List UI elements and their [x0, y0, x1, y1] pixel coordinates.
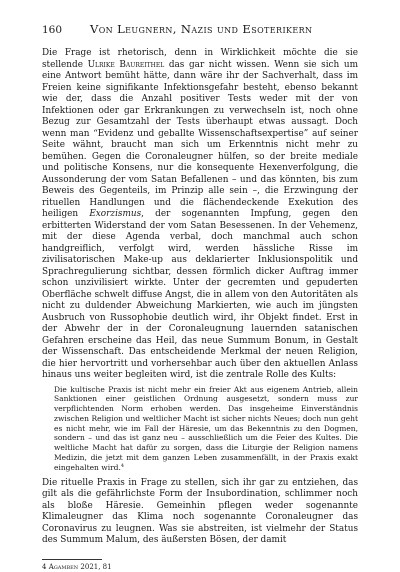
- footnote-divider: [42, 559, 102, 560]
- block-quote-text: Die kultische Praxis ist nicht mehr ein freier Akt aus eigenem Antrieb, allein Sanktionen einer geistlichen Ordnung ausgesetzt, sondern muss zur verpflichtenden Norm erhoben werden. Das insgeheime Einverständnis zwischen Religion und weltlicher Macht ist sicher nichts Neues; doch nun geht es nicht mehr, wie im Fall der Häresie, um das Bekenntnis zu den Dogmen, sondern – und das ist ganz neu – ausschließlich um die Feier des Kultes. Die weltliche Macht hat dafür zu sorgen, dass die Liturgie der Religion namens Medizin, die jetzt mit dem ganzen Leben zusammenfällt, in der Praxis exakt eingehalten wird.: [54, 384, 358, 472]
- paragraph-1-text-b: das gar nicht wissen. Wenn sie sich um eine Antwort bemüht hätte, dann wäre ihr der Sachverhalt, dass im Freien keine signifikante Infektionsgefahr besteht, ebenso bekannt wie der, dass die Anzahl positiver Tests weder mit der von Infektionen oder gar Erkrankungen zu verwechseln ist, noch ohne Bezug zur Gesamtzahl der Tests überhaupt etwas aussagt. Doch wenn man “Evidenz und geballte Wissenschaftsexpertise” auf seiner Seite wähnt, braucht man sich um Erkenntnis nicht mehr zu bemühen. Gegen die Coronaleugner hülfen, so der breite mediale und politische Konsens, nur die konsequente Hexenverfolgung, die Aussonderung der vom Satan Befallenen – und das könnten, bis zum Beweis des Gegenteils, im Prinzip alle sein –, die Erzwingung der rituellen Handlungen und die flächendeckende Exekution des heiligen: [42, 59, 358, 219]
- footnote-marker: 4: [120, 462, 125, 469]
- running-title: Von Leugnern, Nazis und Esoterikern: [90, 22, 313, 36]
- footnote-author: Agamben: [48, 562, 79, 571]
- paragraph-1-text-a: Die Frage ist rhetorisch, denn in Wirklichkeit möchte die sie stellende: [42, 48, 358, 70]
- body-paragraph-2: Die rituelle Praxis in Frage zu stellen, sich ihr gar zu entziehen, das gilt als die gefährlichste Form der Insubordination, schlimmer noch als bloße Häresie. Gemeinhin pflegen weder sogenannte Klimaleugner das Klima noch sogenannte Coronaleugner das Coronavirus zu leugnen. Was sie abstreiten, ist vielmehr der Status des Summum Malum, des äußersten Bösen, der damit: [42, 477, 358, 546]
- book-page: [42, 22, 358, 572]
- running-head: [42, 22, 358, 38]
- footnote: [42, 563, 358, 572]
- block-quote: [54, 385, 358, 473]
- body-paragraph-1: [42, 48, 358, 382]
- author-name: Ulrike Baureithel: [87, 59, 165, 70]
- page-number: 160: [42, 24, 63, 36]
- emphasis-exorzismus: Exorzismus: [89, 209, 142, 219]
- footnote-number: 4: [42, 562, 47, 571]
- footnote-reference: 2021, 81: [78, 562, 112, 571]
- paragraph-1-text-c: , der sogenannten Impfung, gegen den erbitterten Widerstand der vom Satan Besessenen. In der Vehemenz, mit der diese Agenda verbal, doch manchmal auch schon handgreiflich, verfolgt wird, werden hässliche Risse im zivilisatorischen Make-up aus deklarierter Inklusionspolitik und Sprachregulierung sichtbar, dessen förmlich dicker Auftrag immer schon unzivilisiert wirkte. Unter der gecremten und gepuderten Oberfläche schwelt diffuse Angst, die in allem von den Autoritäten als nicht zu duldender Abweichung Markierten, wie auch im jüngsten Ausbruch von Russophobie deutlich wird, ihr Objekt findet. Erst in der Abwehr der in der Coronaleugnung lauernden satanischen Gefahren erscheine das Heil, das neue Summum Bonum, in Gestalt der Wissenschaft. Das entscheidende Merkmal der neuen Religion, die hier hervortritt und vorhersehbar auch über den aktuellen Anlass hinaus uns weiter begleiten wird, ist die zentrale Rolle des Kults:: [42, 209, 358, 380]
